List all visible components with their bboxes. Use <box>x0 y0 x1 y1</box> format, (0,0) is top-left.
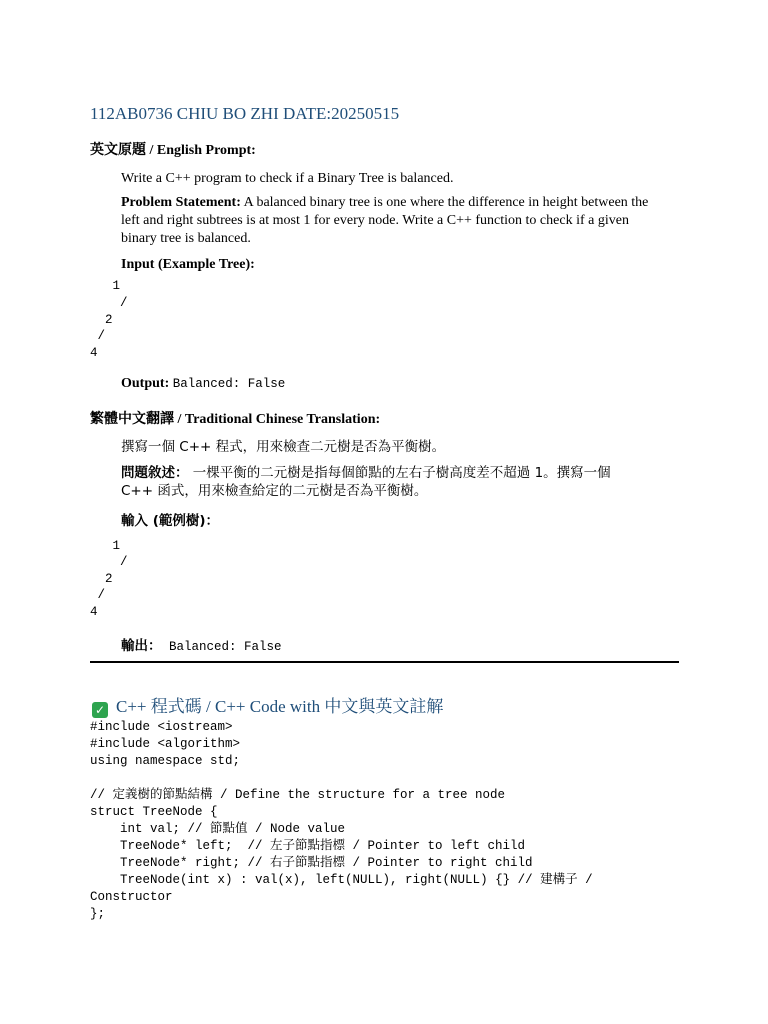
chinese-problem-label: 問題敘述： <box>121 465 189 481</box>
code-line: }; <box>90 907 106 921</box>
code-line: int val; // 節點值 / Node value <box>90 822 346 836</box>
document-title: 112AB0736 CHIU BO ZHI DATE:20250515 <box>90 104 400 123</box>
tree-line: / <box>90 296 128 310</box>
tree-line: / <box>90 588 106 602</box>
code-line: Constructor <box>90 890 173 904</box>
chinese-problem-text: 一棵平衡的二元樹是指每個節點的左右子樹高度差不超過 1。撰寫一個 C++ 函式，用來檢查給定的二元樹是否為平衡樹。 <box>121 465 611 499</box>
problem-statement-label: Problem Statement: <box>121 195 241 210</box>
tree-line: / <box>90 555 128 569</box>
code-section-title: C++ 程式碼 / C++ Code with 中文與英文註解 <box>116 697 444 716</box>
chinese-problem-statement <box>121 464 641 500</box>
code-line: using namespace std; <box>90 754 241 768</box>
english-prompt-heading: 英文原題 / English Prompt: <box>90 143 256 158</box>
tree-line: 2 <box>90 313 113 327</box>
tree-line: 2 <box>90 572 113 586</box>
chinese-input-label: 輸入 (範例樹)： <box>121 513 220 529</box>
chinese-intro: 撰寫一個 C++ 程式，用來檢查二元樹是否為平衡樹。 <box>121 439 446 455</box>
tree-line: / <box>90 329 106 343</box>
chinese-output-value: Balanced: False <box>161 640 282 654</box>
code-line: TreeNode(int x) : val(x), left(NULL), right(NULL) {} // 建構子 / <box>90 873 593 887</box>
chinese-output <box>121 637 282 656</box>
english-problem-statement <box>121 194 651 248</box>
tree-line: 1 <box>90 539 121 553</box>
english-output <box>121 375 285 393</box>
output-value: Balanced: False <box>172 377 286 391</box>
code-line: #include <algorithm> <box>90 737 241 751</box>
code-line: TreeNode* right; // 右子節點指標 / Pointer to right child <box>90 856 533 870</box>
chinese-translation-heading: 繁體中文翻譯 / Traditional Chinese Translation: <box>90 412 381 427</box>
check-mark-icon: ✓ <box>92 702 108 718</box>
tree-line: 1 <box>90 279 121 293</box>
code-line: // 定義樹的節點結構 / Define the structure for a tree node <box>90 788 506 802</box>
english-input-label: Input (Example Tree): <box>121 257 255 272</box>
english-intro: Write a C++ program to check if a Binary Tree is balanced. <box>121 171 454 186</box>
tree-line: 4 <box>90 605 98 619</box>
code-line: struct TreeNode { <box>90 805 218 819</box>
output-label: Output: <box>121 376 170 391</box>
code-line: #include <iostream> <box>90 720 233 734</box>
code-line: TreeNode* left; // 左子節點指標 / Pointer to left child <box>90 839 526 853</box>
tree-line: 4 <box>90 346 98 360</box>
section-divider <box>90 661 679 663</box>
problem-statement-text: A balanced binary tree is one where the difference in height between the left and right subtrees is at most 1 for every node. Write a C++ function to check if a given binary tree is balanced. <box>121 195 649 246</box>
chinese-output-label: 輸出： <box>121 638 162 654</box>
code-section-heading <box>92 692 443 718</box>
